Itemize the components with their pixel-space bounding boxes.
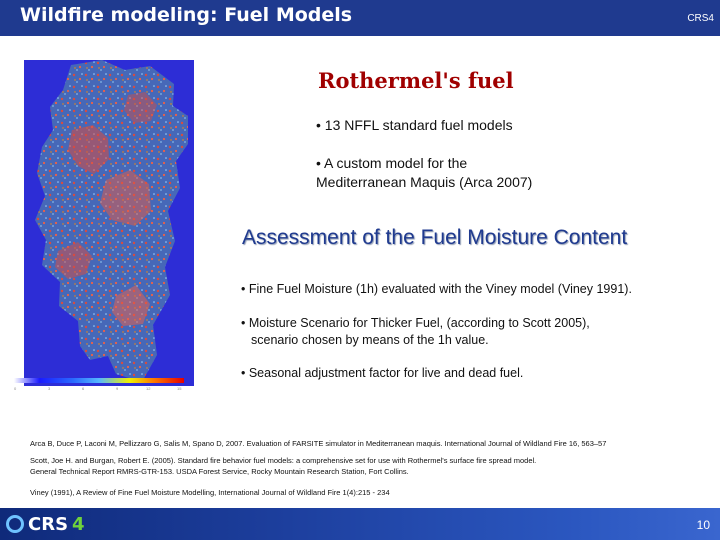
footer-bar: [0, 508, 720, 540]
colorbar-tick: 12: [146, 386, 151, 391]
sardinia-fuel-map-icon: [24, 60, 194, 386]
section-title: Rothermel's fuel: [318, 68, 514, 93]
fuel-colorbar: [14, 378, 184, 383]
reference-line: Viney (1991), A Review of Fine Fuel Moisture Modelling, International Journal of Wildland Fire 1(4):215 - 234: [30, 488, 390, 497]
bullet-item: scenario chosen by means of the 1h value.: [251, 333, 489, 347]
slide-header: [0, 0, 720, 36]
bullet-item: • Moisture Scenario for Thicker Fuel, (according to Scott 2005),: [241, 316, 590, 330]
header-tag: CRS4: [687, 13, 714, 24]
crs4-logo-icon: [6, 512, 116, 536]
subtitle: Assessment of the Fuel Moisture Content: [242, 226, 628, 249]
bullet-item: • Seasonal adjustment factor for live and dead fuel.: [241, 366, 524, 380]
logo-ring-icon: [6, 515, 24, 533]
bullet-item: Mediterranean Maquis (Arca 2007): [316, 174, 533, 190]
fuel-map-panel: [24, 60, 194, 386]
page-number: 10: [696, 518, 710, 532]
colorbar-tick: 3: [48, 386, 51, 391]
colorbar-ticks: [14, 386, 184, 396]
colorbar-tick: 6: [82, 386, 85, 391]
logo-digit: 4: [72, 513, 85, 535]
bullet-item: • Fine Fuel Moisture (1h) evaluated with the Viney model (Viney 1991).: [241, 282, 632, 296]
slide-title: Wildfire modeling: Fuel Models: [20, 4, 353, 26]
reference-line: General Technical Report RMRS-GTR-153. USDA Forest Service, Rocky Mountain Research Station, Fort Collins.: [30, 467, 409, 476]
reference-line: Scott, Joe H. and Burgan, Robert E. (2005). Standard fire behavior fuel models: a comprehensive set for use with Rothermel's surface fire spread model.: [30, 456, 537, 465]
logo-text: CRS: [28, 513, 69, 535]
bullet-item: • 13 NFFL standard fuel models: [316, 117, 513, 133]
colorbar-tick: 9: [116, 386, 119, 391]
colorbar-tick: 0: [14, 386, 17, 391]
colorbar-tick: 15: [177, 386, 182, 391]
reference-line: Arca B, Duce P, Laconi M, Pellizzaro G, Salis M, Spano D, 2007. Evaluation of FARSITE simulator in Mediterranean maquis. International Journal of Wildland Fire 16, 563–57: [30, 439, 607, 448]
bullet-item: • A custom model for the: [316, 155, 468, 171]
